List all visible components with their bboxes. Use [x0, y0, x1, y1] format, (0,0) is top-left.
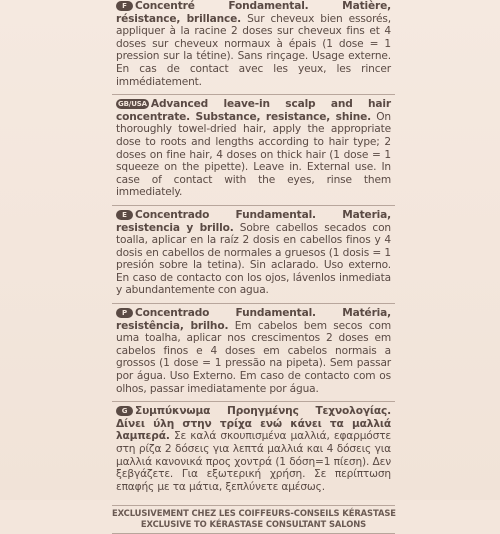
section-body: Σε καλά σκουπισμένα μαλλιά, εφαρμόστε στη ρίζα 2 δόσεις για λεπτά μαλλιά και 4 δόσεις για μαλλιά κανονικά προς χοντρά (1 δόση=1 πίεση). Δεν ξεβγάζετε. Για εξωτερική χρήση. Σε περίπτωση επαφής με τα μάτια, ξεπλύνετε αμέσως.: [116, 430, 392, 493]
section-body: Em cabelos bem secos com uma toalha, aplicar nos crescimentos 2 doses em cabelos finos e 4 doses em cabelos normais a grossos (1 dose = 1 pressão na pipeta). Sem passar por água. Uso Externo. Em caso de contacto com os olhos, passar imediatamente por água.: [116, 319, 392, 395]
section-french: [112, 0, 395, 95]
section-body: Sobre cabellos secados con toalla, aplicar en la raíz 2 dosis en cabellos finos y 4 dosis en cabellos de normales a gruesos (1 dosis = 1 presión sobre la tetina). Sin aclarado. Uso externo. En caso de contacto con los ojos, lávenlos inmediata y abundantemente con agua.: [116, 221, 391, 297]
language-badge-gb-usa: GB/USA: [118, 100, 147, 109]
section-heading: Συμπύκνωμα Προηγμένης Τεχνολογίας. Δίνει ύλη στην τρίχα ενώ κάνει τα μαλλιά λαμπερά.: [116, 405, 391, 443]
exclusive-footer: [112, 505, 395, 534]
language-badge-fr: F: [116, 1, 133, 11]
instructions-panel: [112, 0, 396, 530]
language-badge-p: P: [116, 308, 133, 318]
footer-line-french: EXCLUSIVEMENT CHEZ LES COIFFEURS-CONSEILS KÉRASTASE: [112, 508, 396, 519]
section-greek: [112, 402, 395, 499]
language-badge-g: G: [116, 406, 133, 416]
section-heading: Advanced leave-in scalp and hair concentrate. Substance, resistance, shine.: [116, 98, 391, 123]
section-heading: Concentrado Fundamental. Materia, resistencia y brillo.: [116, 208, 391, 234]
footer-line-english: EXCLUSIVE TO KÉRASTASE CONSULTANT SALONS: [140, 519, 367, 530]
language-badge-e: E: [116, 210, 133, 220]
section-heading: Concentré Fondamental. Matière, résistance, brillance.: [116, 0, 391, 25]
section-heading: Concentrado Fundamental. Matéria, resistência, brilho.: [116, 307, 391, 332]
section-spanish: [112, 206, 395, 304]
section-english: [112, 95, 395, 206]
section-body: Sur cheveux bien essorés, appliquer à la racine 2 doses sur cheveux fins et 4 doses sur cheveux normaux à épais (1 dose = 1 pression sur la tétine). Sans rinçage. Usage externe. En cas de contact avec les yeux, les rincer immédiatement.: [116, 12, 391, 88]
section-body: On thoroughly towel-dried hair, apply the appropriate dose to roots and lengths according to hair type; 2 doses on fine hair, 4 doses on thick hair (1 dose = 1 squeeze on the pipette). Leave in. External use. In case of contact with the eyes, rinse them immediately.: [116, 110, 391, 199]
section-portuguese: [112, 304, 395, 402]
